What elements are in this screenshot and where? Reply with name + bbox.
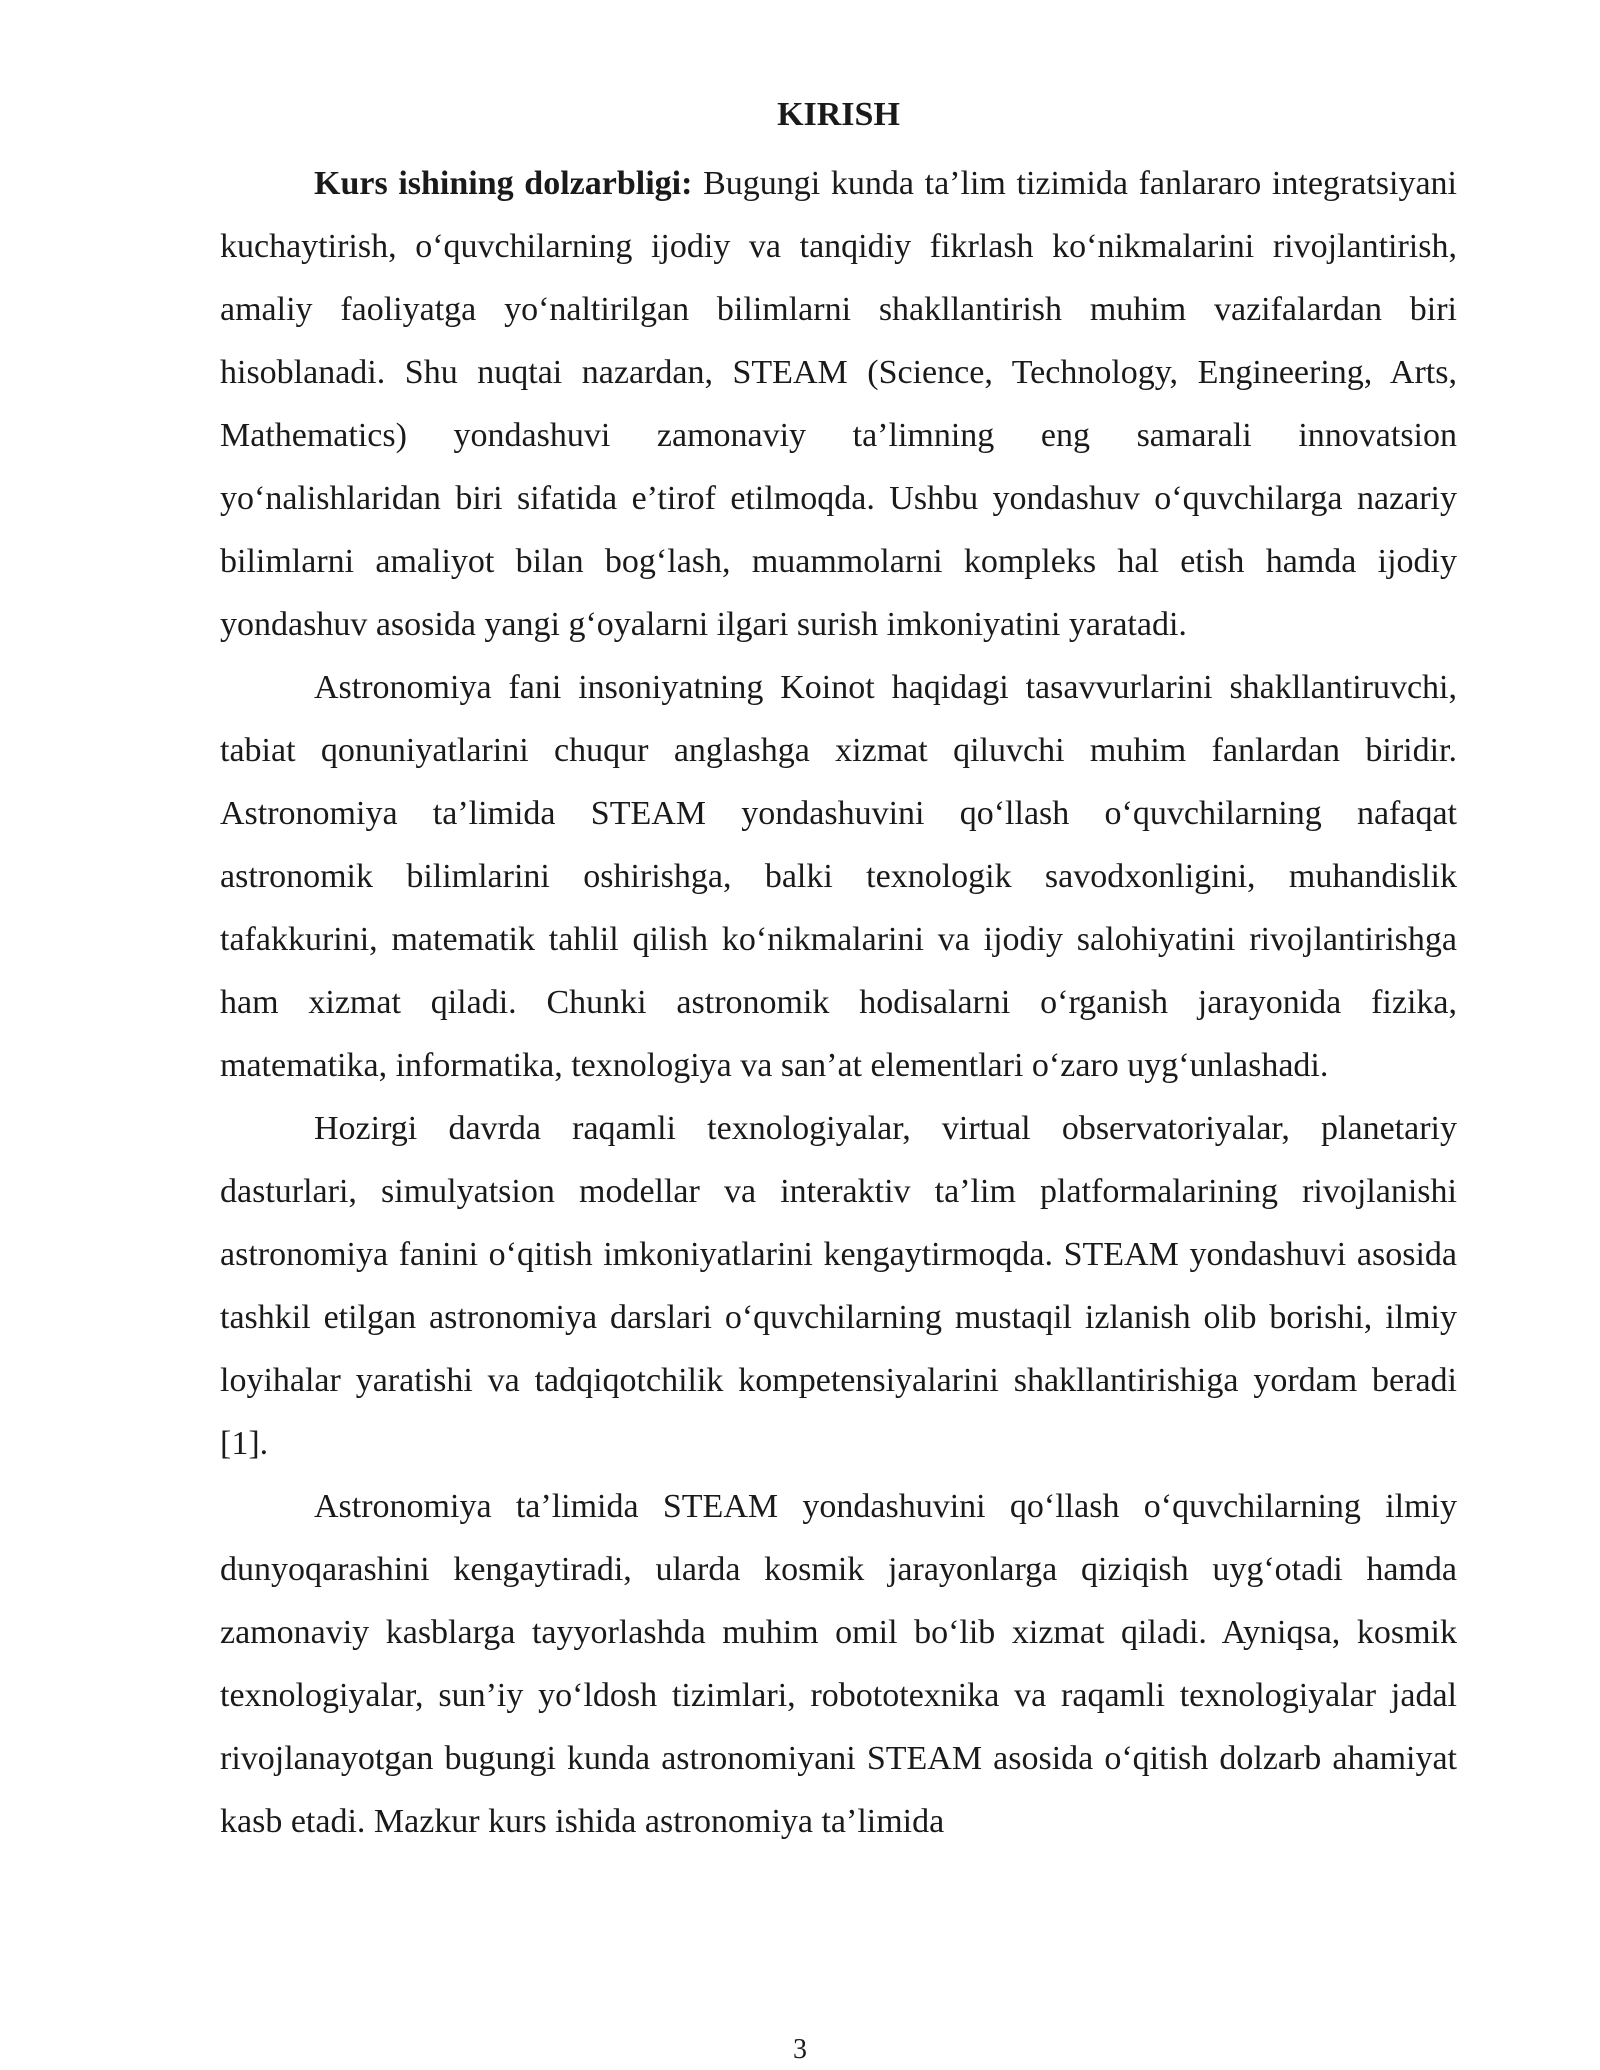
page-title: KIRISH	[777, 96, 900, 133]
paragraph-lead: Kurs ishining dolzarbligi:	[314, 165, 693, 202]
paragraph-digital-tech: Hozirgi davrda raqamli texnologiyalar, virtual observatoriyalar, planetariy dasturlari, simulyatsion modellar va interaktiv ta’lim platformalarining rivojlanishi astronomiya fanini o‘qitish imkoniyatlarini kengaytirmoqda. STEAM yondashuvi asosida tashkil etilgan astronomiya darslari o‘quvchilarning mustaqil izlanish olib borishi, ilmiy loyihalar yaratishi va tadqiqotchilik kompetensiyalarini shakllantirishiga yordam beradi [1].	[220, 1110, 1457, 1462]
paragraph-astronomy: Astronomiya fani insoniyatning Koinot haqidagi tasavvurlarini shakllantiruvchi, tabiat qonuniyatlarini chuqur anglashga xizmat qiluvchi muhim fanlardan biridir. Astronomiya ta’limida STEAM yondashuvini qo‘llash o‘quvchilarning nafaqat astronomik bilimlarini oshirishga, balki texnologik savodxonligini, muhandislik tafakkurini, matematik tahlil qilish ko‘nikmalarini va ijodiy salohiyatini rivojlantirishga ham xizmat qiladi. Chunki astronomik hodisalarni o‘rganish jarayonida fizika, matematika, informatika, texnologiya va san’at elementlari o‘zaro uyg‘unlashadi.	[220, 669, 1457, 1084]
paragraph-steam-application: Astronomiya ta’limida STEAM yondashuvini qo‘llash o‘quvchilarning ilmiy dunyoqarashini kengaytiradi, ularda kosmik jarayonlarga qiziqish uyg‘otadi hamda zamonaviy kasblarga tayyorlashda muhim omil bo‘lib xizmat qiladi. Ayniqsa, kosmik texnologiyalar, sun’iy yo‘ldosh tizimlari, robototexnika va raqamli texnologiyalar jadal rivojlanayotgan bugungi kunda astronomiyani STEAM asosida o‘qitish dolzarb ahamiyat kasb etadi. Mazkur kurs ishida astronomiya ta’limida	[220, 1488, 1457, 1840]
document-page	[220, 88, 1457, 1853]
paragraph-relevance	[220, 152, 1457, 656]
page-number: 3	[793, 2034, 807, 2065]
paragraph-text: Bugungi kunda ta’lim tizimida fanlararo integratsiyani kuchaytirish, o‘quvchilarning ijodiy va tanqidiy fikrlash ko‘nikmalarini rivojlantirish, amaliy faoliyatga yo‘naltirilgan bilimlarni shakllantirish muhim vazifalardan biri hisoblanadi. Shu nuqtai nazardan, STEAM (Science, Technology, Engineering, Arts, Mathematics) yondashuvi zamonaviy ta’limning eng samarali innovatsion yo‘nalishlaridan biri sifatida e’tirof etilmoqda. Ushbu yondashuv o‘quvchilarga nazariy bilimlarni amaliyot bilan bog‘lash, muammolarni kompleks hal etish hamda ijodiy yondashuv asosida yangi g‘oyalarni ilgari surish imkoniyatini yaratadi.	[220, 165, 1457, 643]
